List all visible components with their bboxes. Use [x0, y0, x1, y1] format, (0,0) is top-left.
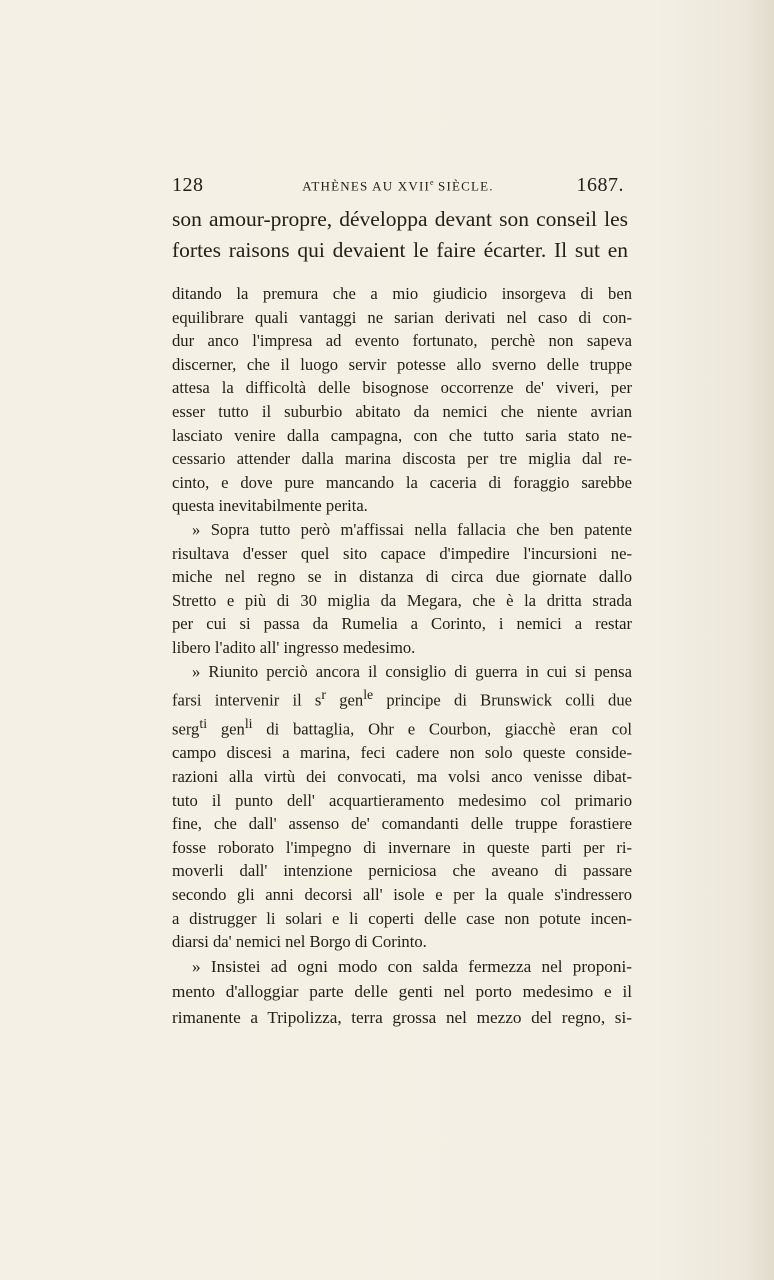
italian-line: cessario attender dalla marina discosta per tre miglia dal re- — [172, 449, 632, 469]
superscript: li — [244, 716, 253, 732]
french-text-block — [172, 204, 628, 266]
italian-line: lasciato venire dalla campagna, con che tutto saria stato ne- — [172, 425, 632, 445]
page-number: 128 — [172, 174, 204, 196]
superscript: le — [363, 687, 374, 703]
superscript: r — [321, 687, 326, 703]
italian-line: tuto il punto dell' acquartieramento medesimo col primario — [172, 790, 632, 810]
italian-line: rimanente a Tripolizza, terra grossa nel mezzo del regno, si- — [172, 1007, 632, 1027]
italian-line: equilibrare quali vantaggi ne sarian derivati nel caso di con- — [172, 307, 632, 327]
running-title — [172, 178, 624, 194]
italian-line: per cui si passa da Rumelia a Corinto, i nemici a restar — [172, 614, 632, 634]
year: 1687. — [576, 174, 624, 196]
italian-line: questa inevitabilmente perita. — [172, 496, 368, 516]
superscript: ti — [199, 716, 208, 732]
italian-line: campo discesi a marina, feci cadere non solo queste conside- — [172, 743, 632, 763]
italian-line: secondo gli anni decorsi all' isole e per la quale s'indressero — [172, 884, 632, 904]
italian-line-fragment: serg — [172, 719, 200, 739]
italian-text-block — [172, 282, 632, 1030]
italian-line: cinto, e dove pure mancando la caceria di foraggio sarebbe — [172, 472, 632, 492]
running-title-main: ATHÈNES AU XVII — [302, 178, 431, 194]
italian-line: discerner, che il luogo servir potesse allo sverno delle truppe — [172, 354, 632, 374]
french-line: son amour-propre, développa devant son conseil les — [172, 207, 628, 231]
italian-line-with-superscripts — [172, 712, 632, 741]
italian-paragraph-start: » Insistei ad ogni modo con salda fermezza nel proponi- — [192, 956, 632, 976]
italian-line-fragment: gen — [207, 719, 245, 739]
italian-line: miche nel regno se in distanza di circa due giornate dallo — [172, 567, 632, 587]
italian-line: attesa la difficoltà delle bisognose occorrenze de' viveri, per — [172, 378, 632, 398]
italian-line-fragment: farsi intervenir il s — [172, 690, 322, 710]
italian-line: esser tutto il suburbio abitato da nemici che niente avrian — [172, 401, 632, 421]
italian-line: libero l'adito all' ingresso medesimo. — [172, 637, 416, 657]
italian-line: dur anco l'impresa ad evento fortunato, perchè non sapeva — [172, 331, 632, 351]
italian-line: fine, che dall' assenso de' comandanti delle truppe forastiere — [172, 814, 632, 834]
italian-line: risultava d'esser quel sito capace d'impedire l'incursioni ne- — [172, 543, 632, 563]
italian-line-fragment: di battaglia, Ohr e Courbon, giacchè eran col — [252, 719, 632, 739]
italian-paragraph-start: » Riunito perciò ancora il consiglio di guerra in cui si pensa — [192, 661, 632, 681]
italian-line: razioni alla virtù dei convocati, ma volsi anco venisse dibat- — [172, 766, 632, 786]
running-head — [172, 174, 624, 200]
italian-line-with-superscripts — [172, 683, 632, 712]
italian-paragraph-start: » Sopra tutto però m'affissai nella fallacia che ben patente — [192, 519, 632, 539]
italian-line: Stretto e più di 30 miglia da Megara, che è la dritta strada — [172, 590, 632, 610]
italian-line: moverli dall' intenzione perniciosa che aveano di passare — [172, 861, 632, 881]
italian-line: ditando la premura che a mio giudicio insorgeva di ben — [172, 284, 632, 303]
french-line: fortes raisons qui devaient le faire écarter. Il sut en — [172, 238, 628, 262]
running-title-tail: SIÈCLE. — [433, 178, 494, 194]
italian-line: fosse roborato l'impegno di invernare in queste parti per ri- — [172, 837, 632, 857]
italian-line-fragment: gen — [326, 690, 364, 710]
italian-line: a distrugger li solari e li coperti delle case non potute incen- — [172, 908, 632, 928]
italian-line: mento d'alloggiar parte delle genti nel porto medesimo e il — [172, 982, 632, 1002]
running-title-superscript: e — [430, 178, 434, 187]
italian-line: diarsi da' nemici nel Borgo di Corinto. — [172, 932, 427, 952]
italian-line-fragment: principe di Brunswick colli due — [373, 690, 632, 710]
